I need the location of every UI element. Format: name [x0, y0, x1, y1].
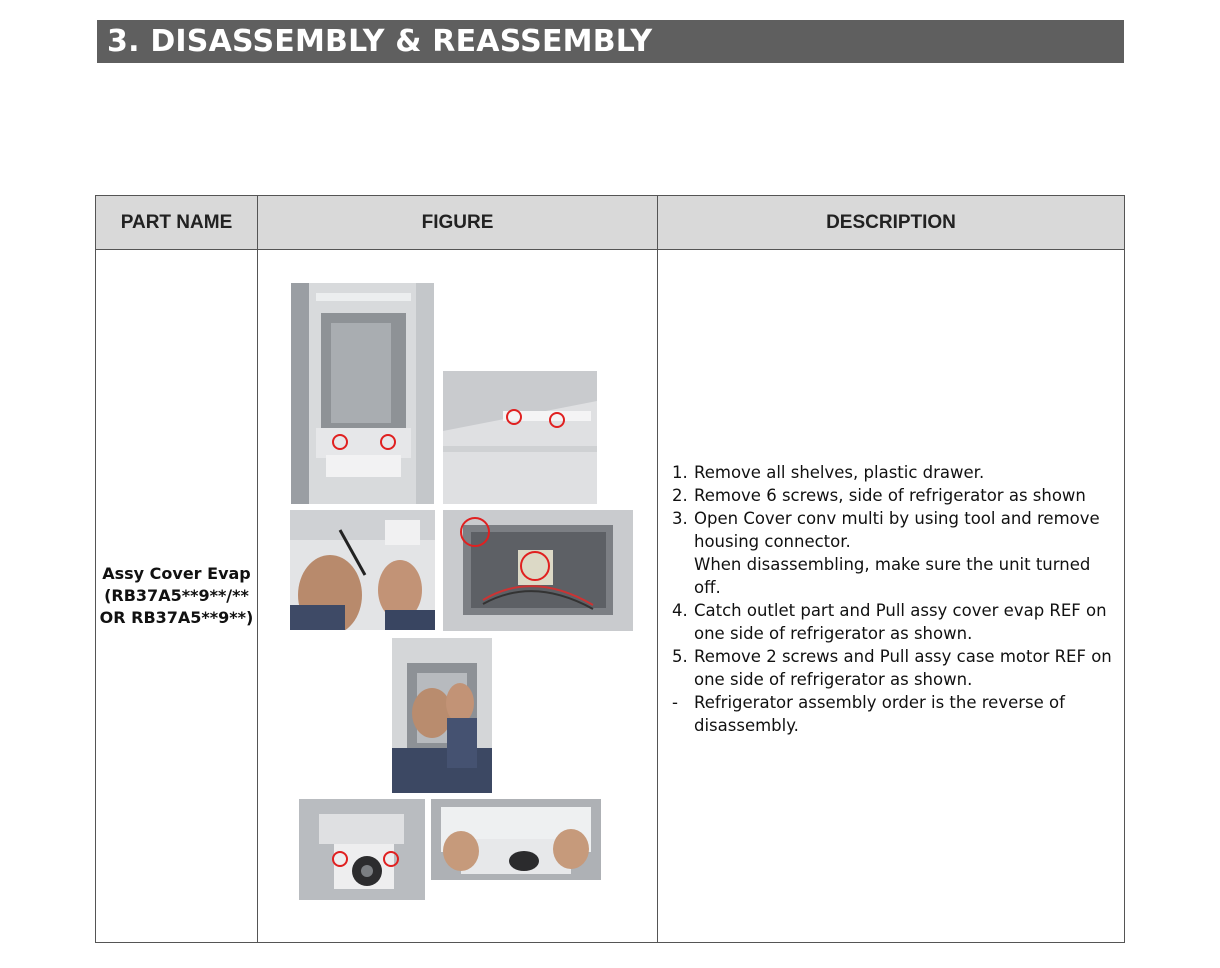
section-header-bar: [97, 20, 1124, 63]
column-header-part-name: PART NAME: [96, 196, 258, 250]
photo-housing-connector: [443, 510, 633, 631]
photo-open-cover: [290, 510, 435, 630]
description-cell: [658, 250, 1125, 943]
part-name-line: Assy Cover Evap: [102, 564, 251, 583]
step-text: Catch outlet part and Pull assy cover evap REF on one side of refrigerator as shown.: [694, 601, 1107, 643]
photo-case-motor-screws: [299, 799, 425, 900]
step-text: Refrigerator assembly order is the reverse of disassembly.: [694, 693, 1065, 735]
part-model-line: OR RB37A5**9**): [99, 608, 254, 627]
column-header-figure: FIGURE: [258, 196, 658, 250]
photo-side-screws: [443, 371, 597, 504]
step-text: Remove 2 screws and Pull assy case motor REF on one side of refrigerator as shown.: [694, 647, 1112, 689]
step-list: [672, 461, 1112, 737]
step-text: Remove all shelves, plastic drawer.: [694, 463, 985, 482]
column-header-description: DESCRIPTION: [658, 196, 1125, 250]
disassembly-table: [95, 195, 1125, 943]
list-item: - Refrigerator assembly order is the reverse of disassembly.: [672, 693, 1065, 735]
figure-collage: [258, 250, 658, 940]
section-title: 3. DISASSEMBLY & REASSEMBLY: [107, 24, 653, 59]
figure-cell: [258, 250, 658, 943]
list-item: 4. Catch outlet part and Pull assy cover evap REF on one side of refrigerator as shown.: [672, 601, 1107, 643]
table-header-row: [96, 196, 1125, 250]
part-model-line: (RB37A5**9**/**: [104, 586, 249, 605]
list-item: 5. Remove 2 screws and Pull assy case motor REF on one side of refrigerator as shown.: [672, 647, 1112, 689]
list-item: 1. Remove all shelves, plastic drawer.: [672, 463, 985, 482]
list-item: 2. Remove 6 screws, side of refrigerator as shown: [672, 486, 1086, 505]
photo-fridge-interior: [291, 283, 434, 504]
table-row: [96, 250, 1125, 943]
step-note: When disassembling, make sure the unit turned off.: [694, 555, 1091, 597]
list-item: 3. Open Cover conv multi by using tool and remove housing connector. When disassembling, make sure the unit turned off.: [672, 507, 1112, 599]
step-text: Open Cover conv multi by using tool and remove housing connector.: [694, 509, 1100, 551]
photo-pull-case-motor: [431, 799, 601, 880]
part-name-cell: [96, 250, 258, 943]
step-text: Remove 6 screws, side of refrigerator as shown: [694, 486, 1086, 505]
photo-pull-cover-evap: [392, 638, 492, 793]
